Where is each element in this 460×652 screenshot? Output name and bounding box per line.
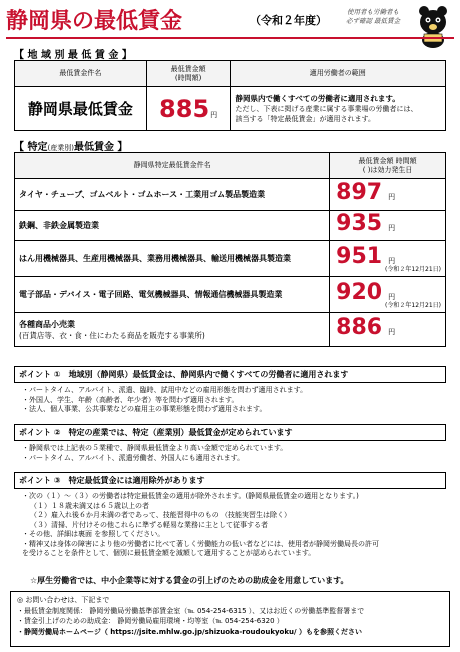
industry-amount: 935	[336, 210, 383, 236]
industry-amount-cell	[330, 179, 446, 211]
mascot-note	[338, 8, 408, 26]
yen-unit: 円	[388, 327, 396, 336]
regional-wage-amount: 885	[159, 94, 210, 123]
point-2-title: 特定の産業では、特定（産業別）最低賃金が定められています	[68, 428, 293, 437]
point-2-heading	[14, 424, 446, 441]
point-2-label: ポイント ②	[19, 428, 61, 437]
industry-amount: 897	[336, 179, 383, 205]
yen-unit: 円	[388, 192, 396, 201]
regional-scope	[230, 87, 445, 131]
regional-wage-table	[14, 60, 446, 131]
list-item: ・法人、個人事業、公共事業などの雇用主の事業形態を問わず適用されます。	[22, 405, 267, 413]
industry-amount: 951	[336, 243, 383, 269]
contact-box	[10, 591, 450, 647]
fiscal-year: （令和２年度）	[250, 14, 327, 27]
point-3-title: 特定最低賃金には適用除外があります	[68, 476, 205, 485]
industry-name: 電子部品・デバイス・電子回路、電気機械器具、情報通信機械器具製造業	[15, 277, 330, 313]
subsidy-note: ☆厚生労働省では、中小企業等に対する賃金の引上げのための助成金を用意しています。	[30, 576, 349, 585]
industry-amount-cell	[330, 241, 446, 277]
industry-amount: 886	[336, 314, 383, 340]
regional-wage-name: 静岡県最低賃金	[15, 87, 147, 131]
table-row	[15, 313, 446, 347]
specific-label-small: (産業別)	[47, 144, 74, 152]
scope-line-1: 静岡県内で働くすべての労働者に適用されます。	[235, 93, 400, 103]
yen-unit: 円	[388, 223, 396, 232]
yen-unit: 円	[388, 256, 396, 265]
list-item: （１）１８歳未満又は６５歳以上の者	[30, 501, 149, 510]
yen-unit: 円	[388, 292, 396, 301]
regional-header-row	[15, 61, 446, 87]
col-specific-amount-line-2: ( )は効力発生日	[362, 165, 413, 174]
list-item: を受けることを条件として、個別に最低賃金額を減額して適用することが認められています。	[22, 549, 316, 557]
industry-amount-cell	[330, 313, 446, 347]
point-3-label: ポイント ③	[19, 476, 61, 485]
effective-date: (令和２年12月21日)	[385, 302, 441, 309]
specific-label-pre: 【 特定	[14, 142, 48, 153]
list-item: ・外国人、学生、年齢（高齢者、年少者）等を問わず適用されます。	[22, 395, 239, 404]
scope-line-2: ただし、下表に掲げる産業に属する事業場の労働者には、	[235, 104, 418, 113]
specific-section-label	[14, 138, 127, 153]
col-amount-line-1: 最低賃金額	[170, 64, 206, 73]
title-bar	[6, 4, 454, 42]
list-item: ・次の（１）～（３）の労働者は特定最低賃金の適用が除外されます。(静岡県最低賃金の適用となります。)	[22, 492, 359, 500]
industry-name-cell	[15, 313, 330, 347]
point-1	[14, 366, 446, 415]
effective-date: (令和２年12月21日)	[385, 266, 441, 273]
table-row	[15, 277, 446, 313]
list-item: ・パートタイム、アルバイト、派遣労働者、外国人にも適用されます。	[22, 453, 245, 462]
note-line-2: 必ず確認 最低賃金	[345, 17, 401, 25]
point-1-title: 地域別（静岡県）最低賃金は、静岡県内で働くすべての労働者に適用されます	[68, 370, 349, 379]
point-2-body	[14, 441, 446, 463]
list-item: ・その他、詳細は裏面 を参照してください。	[22, 530, 165, 538]
contact-homepage-link[interactable]: ・静岡労働局ホームページ（ https://jsite.mhlw.go.jp/shizuoka-roudoukyoku/ ）もを参照ください	[17, 627, 362, 636]
regional-section-label: 【 地 域 別 最 低 賃 金 】	[14, 50, 132, 61]
col-specific-amount-line-1: 最低賃金額 時間額	[358, 156, 417, 165]
specific-label-post: 最低賃金 】	[73, 142, 128, 153]
contact-heading: ◎ お問い合わせは、下記まで	[17, 596, 110, 604]
industry-note: (百貨店等、衣・食・住にわたる商品を販売する事業所)	[19, 330, 205, 340]
col-wage-amount	[146, 61, 230, 87]
list-item: （２）雇入れ後６か月未満の者であって、技能習得中のもの （技能実習生は除く）	[30, 511, 292, 519]
table-row	[15, 179, 446, 211]
point-3	[14, 472, 446, 559]
table-row	[15, 241, 446, 277]
specific-header-row	[15, 153, 446, 179]
col-wage-name: 最低賃金件名	[15, 61, 147, 87]
col-amount-line-2: (時間額)	[174, 73, 202, 82]
title-underline	[6, 37, 454, 39]
list-item: （３）清掃、片付けその他これらに準ずる軽易な業務に主として従事する者	[30, 520, 268, 529]
note-line-1: 使用者も労働者も	[347, 8, 399, 16]
industry-name: 鉄鋼、非鉄金属製造業	[15, 211, 330, 241]
scope-line-3: 該当する「特定最低賃金」が適用されます。	[235, 114, 375, 123]
list-item: ・静岡県では上記表の５業種で、静岡県最低賃金より高い金額で定められています。	[22, 444, 288, 452]
industry-name: タイヤ・チューブ、ゴムベルト・ゴムホース・工業用ゴム製品製造業	[15, 179, 330, 211]
list-item: ・パートタイム、アルバイト、派遣、臨時、試用中などの雇用形態を問わず適用されます。	[22, 386, 308, 394]
contact-subsidy-office: ・賃金引上げのための助成金： 静岡労働局雇用環境・均等室（℡ 054-254-6320 ）	[17, 617, 284, 625]
point-3-heading	[14, 472, 446, 489]
specific-wage-table	[14, 152, 446, 347]
industry-amount-cell	[330, 277, 446, 313]
col-scope: 適用労働者の範囲	[230, 61, 445, 87]
point-3-body	[14, 489, 446, 559]
col-specific-amount	[330, 153, 446, 179]
mascot-icon	[410, 4, 456, 48]
col-specific-name: 静岡県特定最低賃金件名	[15, 153, 330, 179]
contact-wage-office: ・最低賃金制度関係： 静岡労働局労働基準部賃金室（℡ 054-254-6315 ）、又はお近くの労働基準監督署まで	[17, 606, 365, 615]
list-item: ・精神又は身体の障害により他の労働者に比べて著しく労働能力の低い者などには、使用者が静岡労働局長の許可	[22, 539, 379, 548]
point-1-body	[14, 383, 446, 415]
industry-amount-cell	[330, 211, 446, 241]
regional-row	[15, 87, 446, 131]
industry-amount: 920	[336, 279, 383, 305]
industry-name: はん用機械器具、生産用機械器具、業務用機械器具、輸送用機械器具製造業	[15, 241, 330, 277]
yen-unit: 円	[210, 110, 218, 119]
industry-name: 各種商品小売業	[19, 319, 75, 329]
point-2	[14, 424, 446, 463]
point-1-label: ポイント ①	[19, 370, 61, 379]
regional-wage-amount-cell	[146, 87, 230, 131]
page-title: 静岡県の最低賃金	[6, 9, 183, 34]
table-row	[15, 211, 446, 241]
point-1-heading	[14, 366, 446, 383]
